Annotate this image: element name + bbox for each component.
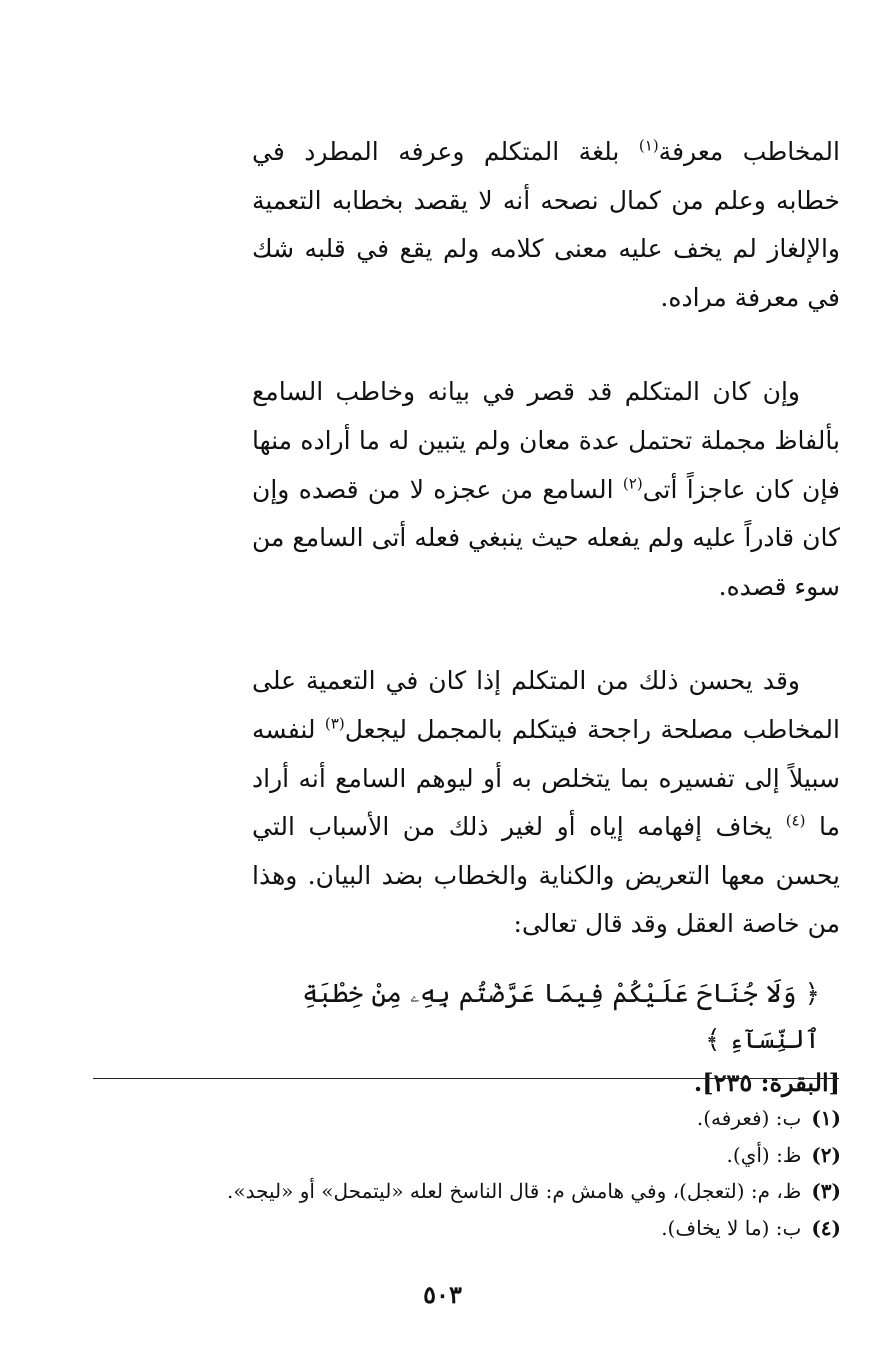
quran-verse-block: [252, 971, 840, 1103]
paragraph-2: [252, 368, 840, 611]
page-number: ٥٠٣: [423, 1280, 462, 1309]
footnote-4: [121, 1210, 841, 1247]
paragraph-1: [252, 128, 840, 322]
paragraph-3-text-c: يخاف إفهامه إياه أو لغير ذلك من الأسباب التي يحسن معها التعريض والكناية والخطاب بضد البيان. وهذا من خاصة العقل وقد قال تعالى:: [252, 812, 840, 939]
footnote-ref-2[interactable]: (٢): [622, 474, 643, 493]
footnote-text: ظ: (أي).: [726, 1142, 802, 1167]
footnote-divider: [93, 1078, 839, 1079]
main-text: [252, 128, 840, 1103]
footnote-ref-4[interactable]: (٤): [785, 811, 806, 830]
footnote-number: (٤): [811, 1215, 841, 1240]
footnote-ref-3[interactable]: (٣): [324, 714, 345, 733]
footnote-1: [121, 1100, 841, 1137]
footnote-3: [121, 1173, 841, 1210]
footnote-number: (٢): [811, 1142, 841, 1167]
footnote-text: ب: (ما لا يخاف).: [661, 1215, 802, 1240]
footnote-2: [121, 1137, 841, 1174]
paragraph-3-text-a: وقد يحسن ذلك من المتكلم إذا كان في التعمية على المخاطب مصلحة راجحة فيتكلم بالمجمل ليجعل: [252, 666, 840, 744]
footnote-text: ب: (فعرفه).: [696, 1106, 802, 1130]
quran-verse: ﴿ وَلَا جُنَاحَ عَلَيْكُمْ فِيمَا عَرَّضْتُم بِهِۦ مِنْ خِطْبَةِ ٱلنِّسَآءِ ﴾: [302, 978, 820, 1055]
paragraph-2-text-a: وإن كان المتكلم قد قصر في بيانه وخاطب السامع بألفاظ مجملة تحتمل عدة معان ولم يتبين له ما أراده منها فإن كان عاجزاً أتى: [252, 377, 840, 504]
footnote-number: (٣): [811, 1179, 841, 1203]
footnote-text: ظ، م: (لتعجل)، وفي هامش م: قال الناسخ لعله «ليتمحل» أو «ليجد».: [226, 1179, 802, 1203]
verse-reference: [البقرة: ٢٣٥].: [693, 1067, 840, 1097]
footnote-ref-1[interactable]: (١): [638, 136, 659, 155]
footnotes: [121, 1100, 841, 1246]
paragraph-1-text-a: المخاطب معرفة: [658, 137, 840, 166]
paragraph-3: [252, 657, 840, 949]
paragraph-2-text-b: السامع من عجزه لا من قصده وإن كان قادراً عليه ولم يفعله حيث ينبغي فعله أتى السامع من سوء قصده.: [252, 474, 840, 601]
paragraph-3-text-b: لنفسه سبيلاً إلى تفسيره بما يتخلص به أو ليوهم السامع أنه أراد ما: [252, 714, 840, 842]
paragraph-1-text-b: بلغة المتكلم وعرفه المطرد في خطابه وعلم من كمال نصحه أنه لا يقصد بخطابه التعمية والإلغاز لم يخف عليه معنى كلامه ولم يقع في قلبه شك في معرفة مراده.: [252, 137, 840, 312]
footnote-number: (١): [811, 1106, 841, 1130]
